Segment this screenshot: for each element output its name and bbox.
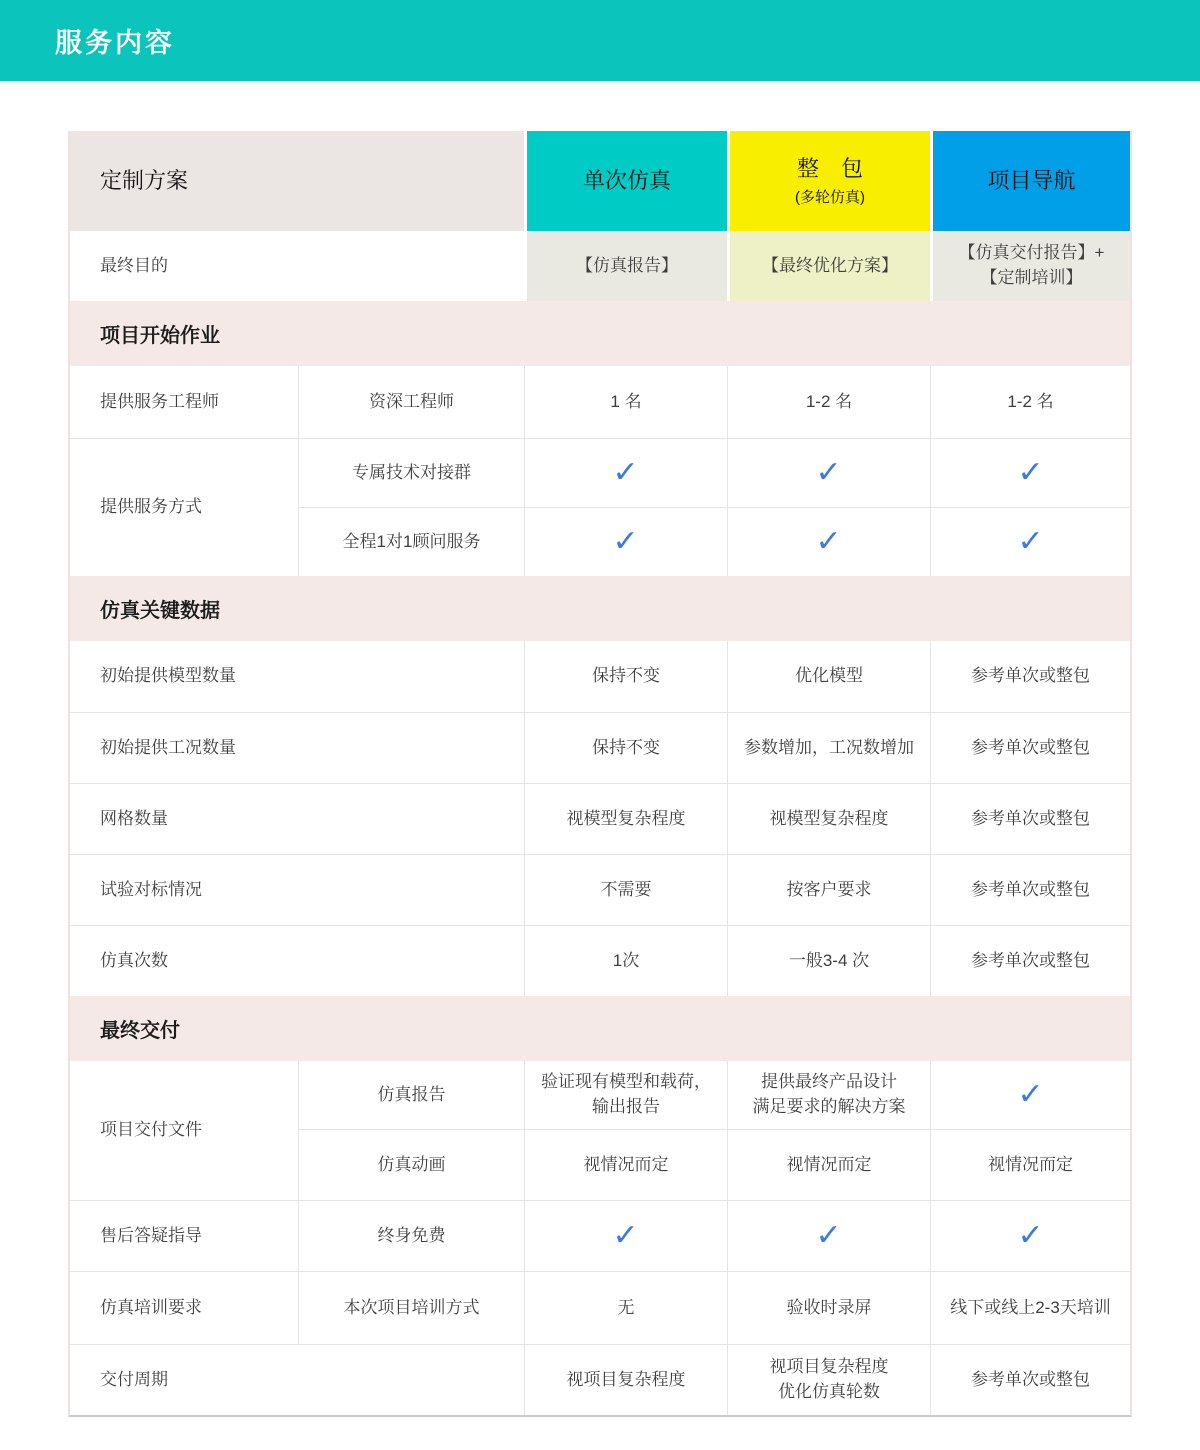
training-package: 验收时录屏 [727, 1272, 930, 1344]
row-final-purpose [70, 231, 1130, 301]
row-group-deliver-files [70, 1061, 1130, 1200]
training-nav: 线下或线上2-3天培训 [930, 1272, 1130, 1344]
final-purpose-nav-line2: 【定制培训】 [980, 268, 1083, 287]
check-icon: ✓ [612, 456, 640, 489]
check-icon: ✓ [1017, 1219, 1044, 1252]
model-count-package: 优化模型 [727, 641, 930, 712]
condition-count-label: 初始提供工况数量 [100, 737, 236, 757]
check-icon: ✓ [1017, 456, 1044, 489]
section-final-delivery: 最终交付 [70, 996, 1130, 1061]
sim-count-nav: 参考单次或整包 [930, 926, 1130, 996]
final-purpose-single: 【仿真报告】 [524, 231, 727, 301]
check-icon: ✓ [815, 456, 843, 489]
condition-count-package: 参数增加，工况数增加 [727, 713, 930, 783]
sim-report-single-line2: 输出报告 [592, 1097, 660, 1116]
engineer-label: 提供服务工程师 [100, 391, 219, 411]
sim-report-single [524, 1061, 727, 1129]
table-header-row [70, 131, 1130, 231]
sim-report-single-line1: 验证现有模型和载荷， [541, 1072, 711, 1092]
sim-report-nav [930, 1061, 1130, 1129]
service-mode-subrows [298, 439, 1130, 576]
delivery-cycle-label: 交付周期 [100, 1369, 168, 1389]
row-sim-count [70, 925, 1130, 996]
sim-count-package: 一般3-4 次 [727, 926, 930, 996]
header-project-navigation: 项目导航 [930, 131, 1130, 231]
row-aftersale [70, 1200, 1130, 1271]
service-comparison-table [68, 131, 1132, 1417]
benchmark-label: 试验对标情况 [100, 879, 202, 899]
final-purpose-package: 【最终优化方案】 [727, 231, 930, 301]
header-full-package-subtitle: (多轮仿真) [795, 189, 865, 207]
check-icon: ✓ [815, 525, 843, 558]
check-icon: ✓ [612, 525, 640, 558]
training-label: 仿真培训要求 [100, 1297, 202, 1317]
check-icon: ✓ [1017, 1078, 1044, 1111]
training-single: 无 [524, 1272, 727, 1344]
model-count-label: 初始提供模型数量 [100, 666, 236, 686]
row-sim-animation [298, 1129, 1130, 1200]
row-sim-report [298, 1061, 1130, 1129]
sim-count-single: 1次 [524, 926, 727, 996]
benchmark-single: 不需要 [524, 855, 727, 925]
training-sublabel: 本次项目培训方式 [298, 1272, 524, 1344]
aftersale-single [524, 1201, 727, 1271]
benchmark-package: 按客户要求 [727, 855, 930, 925]
header-single-simulation: 单次仿真 [524, 131, 727, 231]
aftersale-package [727, 1201, 930, 1271]
advisor-service-label: 全程1对1顾问服务 [298, 508, 524, 576]
condition-count-single: 保持不变 [524, 713, 727, 783]
page-title: 服务内容 [55, 28, 175, 58]
aftersale-nav [930, 1201, 1130, 1271]
sim-animation-label: 仿真动画 [298, 1130, 524, 1200]
row-engineer [70, 366, 1130, 438]
row-model-count [70, 641, 1130, 712]
row-advisor-service [298, 507, 1130, 576]
model-count-nav: 参考单次或整包 [930, 641, 1130, 712]
row-condition-count [70, 712, 1130, 783]
mesh-count-package: 视模型复杂程度 [727, 784, 930, 854]
sim-animation-single: 视情况而定 [524, 1130, 727, 1200]
tech-group-single [524, 439, 727, 507]
row-group-service-mode [70, 438, 1130, 576]
mesh-count-nav: 参考单次或整包 [930, 784, 1130, 854]
row-training [70, 1271, 1130, 1344]
benchmark-nav: 参考单次或整包 [930, 855, 1130, 925]
row-tech-group [298, 439, 1130, 507]
row-delivery-cycle [70, 1344, 1130, 1415]
condition-count-nav: 参考单次或整包 [930, 713, 1130, 783]
sim-report-package-line2: 满足要求的解决方案 [752, 1097, 906, 1116]
deliver-files-subrows [298, 1061, 1130, 1200]
engineer-sublabel: 资深工程师 [298, 366, 524, 438]
check-icon: ✓ [815, 1219, 843, 1252]
header-plan: 定制方案 [70, 131, 524, 231]
final-purpose-label: 最终目的 [100, 255, 168, 275]
final-purpose-nav-line1: 【仿真交付报告】+ [958, 243, 1105, 263]
delivery-cycle-package-line2: 优化仿真轮数 [778, 1382, 880, 1401]
mesh-count-label: 网格数量 [100, 808, 168, 828]
delivery-cycle-package [727, 1345, 930, 1415]
section-key-data: 仿真关键数据 [70, 576, 1130, 641]
model-count-single: 保持不变 [524, 641, 727, 712]
mesh-count-single: 视模型复杂程度 [524, 784, 727, 854]
engineer-package: 1-2 名 [727, 366, 930, 438]
check-icon: ✓ [612, 1219, 640, 1252]
delivery-cycle-package-line1: 视项目复杂程度 [769, 1357, 889, 1377]
service-mode-label: 提供服务方式 [100, 496, 202, 516]
deliver-files-label: 项目交付文件 [100, 1119, 202, 1139]
sim-animation-nav: 视情况而定 [930, 1130, 1130, 1200]
tech-group-package [727, 439, 930, 507]
delivery-cycle-single: 视项目复杂程度 [524, 1345, 727, 1415]
header-full-package-title: 整 包 [796, 156, 863, 182]
advisor-service-nav [930, 508, 1130, 576]
row-mesh-count [70, 783, 1130, 854]
engineer-single: 1 名 [524, 366, 727, 438]
sim-animation-package: 视情况而定 [727, 1130, 930, 1200]
advisor-service-package [727, 508, 930, 576]
aftersale-sublabel: 终身免费 [298, 1201, 524, 1271]
sim-report-label: 仿真报告 [298, 1061, 524, 1129]
aftersale-label: 售后答疑指导 [100, 1225, 202, 1245]
tech-group-nav [930, 439, 1130, 507]
sim-report-package [727, 1061, 930, 1129]
advisor-service-single [524, 508, 727, 576]
section-project-start: 项目开始作业 [70, 301, 1130, 366]
page-banner [0, 0, 1200, 81]
engineer-nav: 1-2 名 [930, 366, 1130, 438]
delivery-cycle-nav: 参考单次或整包 [930, 1345, 1130, 1415]
sim-count-label: 仿真次数 [100, 950, 168, 970]
check-icon: ✓ [1017, 525, 1044, 558]
header-full-package [727, 131, 930, 231]
sim-report-package-line1: 提供最终产品设计 [761, 1072, 897, 1092]
row-benchmark [70, 854, 1130, 925]
tech-group-label: 专属技术对接群 [298, 439, 524, 507]
final-purpose-nav [930, 231, 1130, 301]
